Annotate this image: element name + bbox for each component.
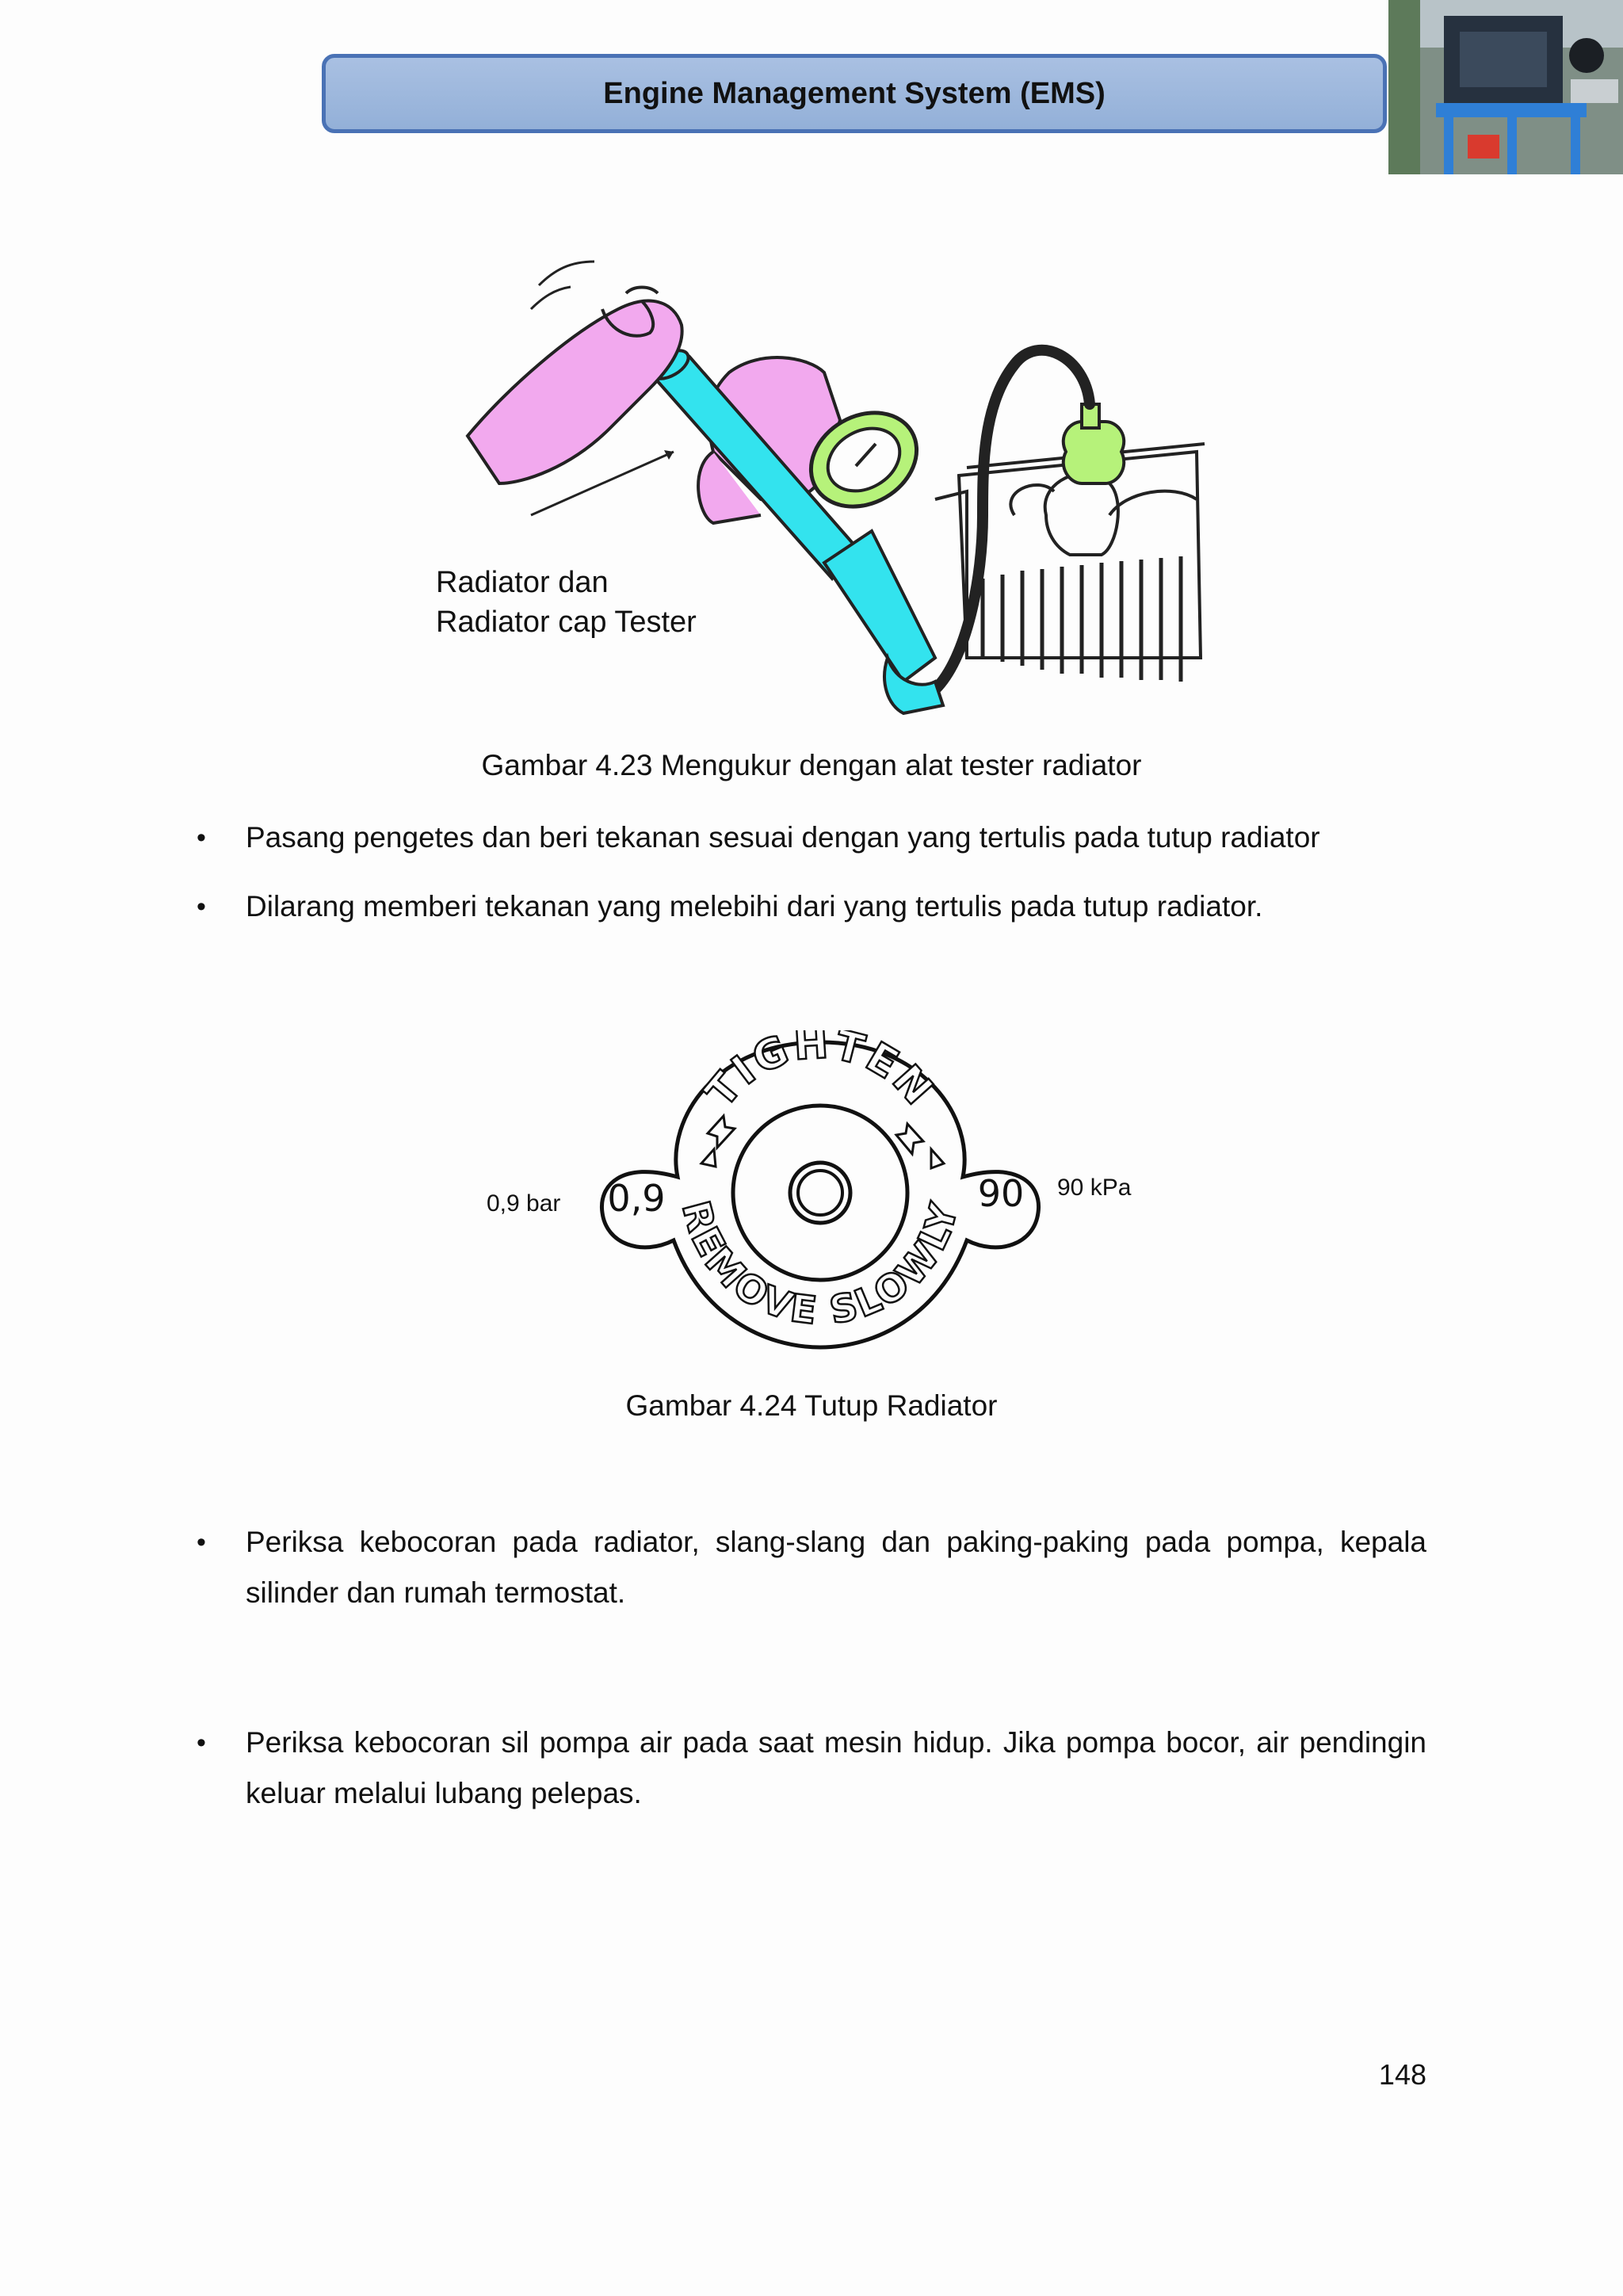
bullet-item: [197, 812, 1426, 863]
figure1-label: [436, 563, 697, 642]
bullet-text: Pasang pengetes dan beri tekanan sesuai dengan yang tertulis pada tutup radiator: [246, 821, 1320, 854]
header-title: Engine Management System (EMS): [603, 76, 1106, 110]
radiator-cap-drawing: [590, 1030, 1050, 1355]
bullet-item: [197, 881, 1426, 932]
bullet-text: Dilarang memberi tekanan yang melebihi dari yang tertulis pada tutup radiator.: [246, 890, 1263, 923]
cap-right-value: 90: [977, 1172, 1025, 1215]
radiator-tester-illustration: [412, 214, 1220, 721]
bullet-item: [197, 1517, 1426, 1618]
cap-bottom-text: REMOVE SLOWLY: [673, 1196, 968, 1334]
cap-left-label: 0,9 bar: [487, 1190, 561, 1217]
figure1-label-line1: Radiator dan: [436, 566, 609, 599]
page-number: 148: [1378, 2058, 1426, 2091]
engine-trainer-photo: [1388, 0, 1623, 174]
figure1-caption: Gambar 4.23 Mengukur dengan alat tester radiator: [481, 749, 1142, 781]
figure2-caption: Gambar 4.24 Tutup Radiator: [625, 1389, 998, 1422]
bullet-dot: •: [197, 892, 206, 922]
page-header: [322, 54, 1387, 133]
bullet-text: Periksa kebocoran sil pompa air pada saat mesin hidup. Jika pompa bocor, air pendingin keluar melalui lubang pelepas.: [246, 1726, 1426, 1809]
bullet-dot: •: [197, 1527, 206, 1557]
bullet-text: Periksa kebocoran pada radiator, slang-slang dan paking-paking pada pompa, kepala silinder dan rumah termostat.: [246, 1526, 1426, 1609]
bullet-dot: •: [197, 1728, 206, 1758]
cap-top-text: TIGHTEN: [697, 1030, 944, 1117]
figure1-label-line2: Radiator cap Tester: [436, 606, 697, 639]
bullet-item: [197, 1717, 1426, 1819]
cap-left-value: 0,9: [607, 1177, 666, 1220]
cap-right-label: 90 kPa: [1057, 1175, 1132, 1201]
bullet-dot: •: [197, 823, 206, 853]
